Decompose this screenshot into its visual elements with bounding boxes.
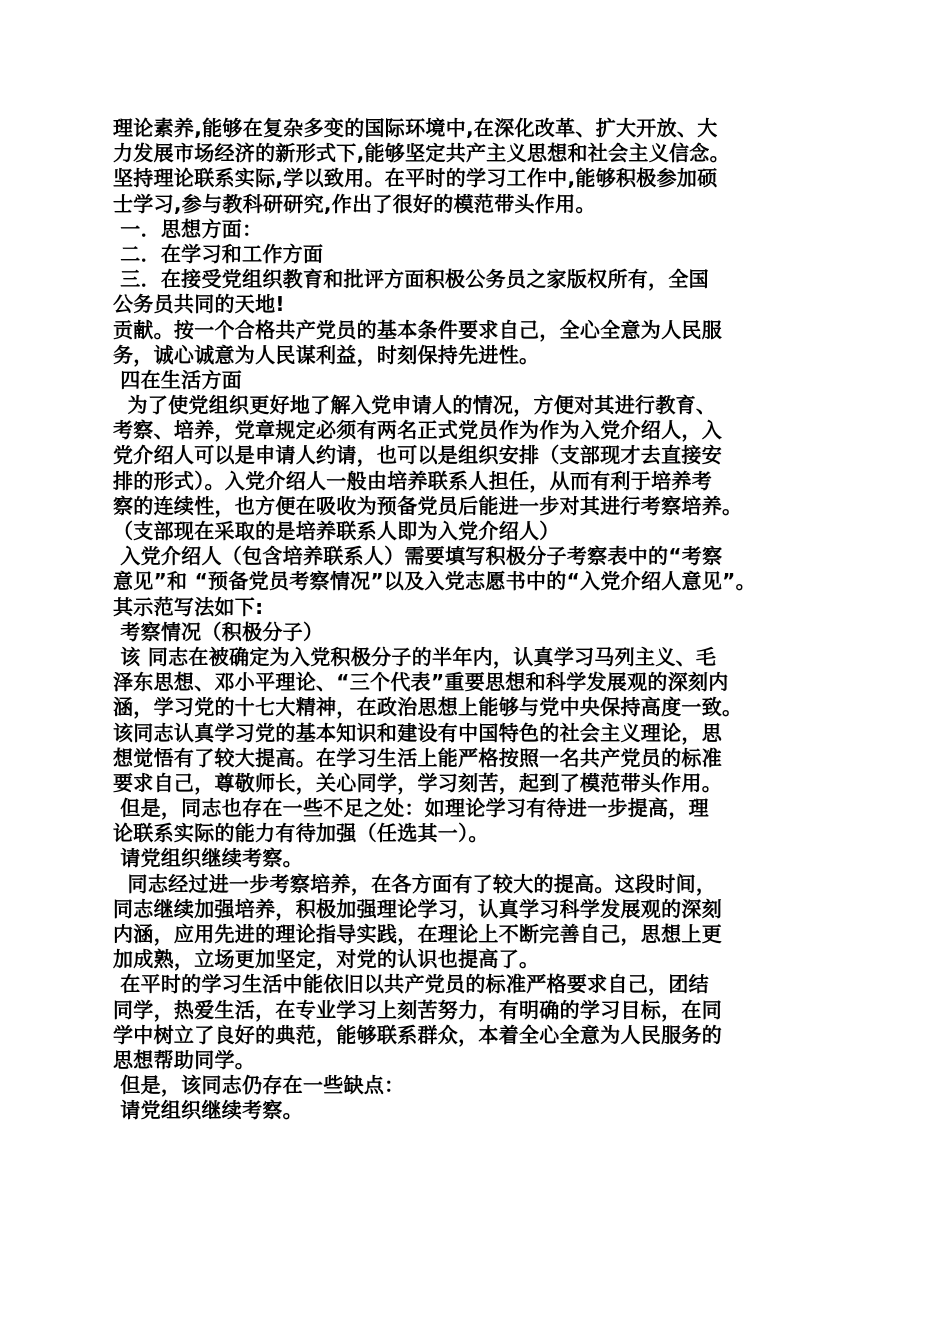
text-line: 论联系实际的能力有待加强（任选其一）。 — [113, 821, 489, 846]
text-line: 三．在接受党组织教育和批评方面积极公务员之家版权所有，全国 — [113, 267, 709, 292]
text-line: 该 同志在被确定为入党积极分子的半年内，认真学习马列主义、毛 — [113, 644, 717, 669]
text-line: 考察情况（积极分子） — [113, 619, 324, 644]
text-line: 力发展市场经济的新形式下,能够坚定共产主义思想和社会主义信念。 — [113, 141, 730, 166]
text-line: 考察、培养，党章规定必须有两名正式党员作为作为入党介绍人，入 — [113, 418, 722, 443]
text-line: 察的连续性，也方便在吸收为预备党员后能进一步对其进行考察培养。 — [113, 493, 743, 518]
text-line: 但是，该同志仍存在一些缺点： — [113, 1073, 405, 1098]
text-line: 同学，热爱生活，在专业学习上刻苦努力，有明确的学习目标，在同 — [113, 997, 722, 1022]
text-line: 意见”和 “预备党员考察情况”以及入党志愿书中的“入党介绍人意见”。 — [113, 569, 756, 594]
text-line: 请党组织继续考察。 — [113, 1098, 303, 1123]
text-line: 为了使党组织更好地了解入党申请人的情况，方便对其进行教育、 — [113, 393, 717, 418]
text-line: 请党组织继续考察。 — [113, 846, 303, 871]
document-body — [113, 116, 848, 1124]
text-line: 四在生活方面 — [113, 367, 243, 392]
text-line: 其示范写法如下: — [113, 594, 264, 619]
text-line: 务，诚心诚意为人民谋利益，时刻保持先进性。 — [113, 342, 540, 367]
text-line: 入党介绍人（包含培养联系人）需要填写积极分子考察表中的“考察 — [113, 544, 723, 569]
text-line: 内涵，应用先进的理论指导实践，在理论上不断完善自己，思想上更 — [113, 922, 722, 946]
text-line: 同志继续加强培养，积极加强理论学习，认真学习科学发展观的深刻 — [113, 896, 722, 921]
text-line: 要求自己，尊敬师长，关心同学，学习刻苦，起到了模范带头作用。 — [113, 770, 722, 795]
text-line: 想觉悟有了较大提高。在学习生活上能严格按照一名共产党员的标准 — [113, 745, 722, 770]
text-line: 在平时的学习生活中能依旧以共产党员的标准严格要求自己，团结 — [113, 972, 709, 997]
text-line: 士学习,参与教科研研究,作出了很好的模范带头作用。 — [113, 191, 596, 216]
text-line: 涵，学习党的十七大精神，在政治思想上能够与党中央保持高度一致。 — [113, 695, 743, 720]
text-line: 学中树立了良好的典范，能够联系群众，本着全心全意为人民服务的 — [113, 1022, 722, 1047]
text-line: 贡献。按一个合格共产党员的基本条件要求自己，全心全意为人民服 — [113, 317, 722, 342]
text-line: 公务员共同的天地! — [113, 292, 285, 317]
text-line: 理论素养,能够在复杂多变的国际环境中,在深化改革、扩大开放、大 — [113, 116, 718, 140]
text-line: 思想帮助同学。 — [113, 1047, 256, 1072]
text-line: 坚持理论联系实际,学以致用。在平时的学习工作中,能够积极参加硕 — [113, 166, 718, 191]
text-line: 但是，同志也存在一些不足之处：如理论学习有待进一步提高，理 — [113, 796, 709, 821]
text-line: 加成熟，立场更加坚定，对党的认识也提高了。 — [113, 947, 540, 972]
text-line: 二．在学习和工作方面 — [113, 241, 324, 266]
text-line: 同志经过进一步考察培养，在各方面有了较大的提高。这段时间， — [113, 871, 717, 896]
text-line: 党介绍人可以是申请人约请，也可以是组织安排（支部现才去直接安 — [113, 443, 722, 468]
text-line: 该同志认真学习党的基本知识和建设有中国特色的社会主义理论，思 — [113, 720, 722, 745]
text-line: （支部现在采取的是培养联系人即为入党介绍人） — [113, 519, 560, 543]
text-line: 一．思想方面： — [113, 216, 263, 241]
text-line: 排的形式）。入党介绍人一般由培养联系人担任，从而有利于培养考 — [113, 468, 712, 493]
text-line: 泽东思想、邓小平理论、“三个代表”重要思想和科学发展观的深刻内 — [113, 670, 729, 695]
